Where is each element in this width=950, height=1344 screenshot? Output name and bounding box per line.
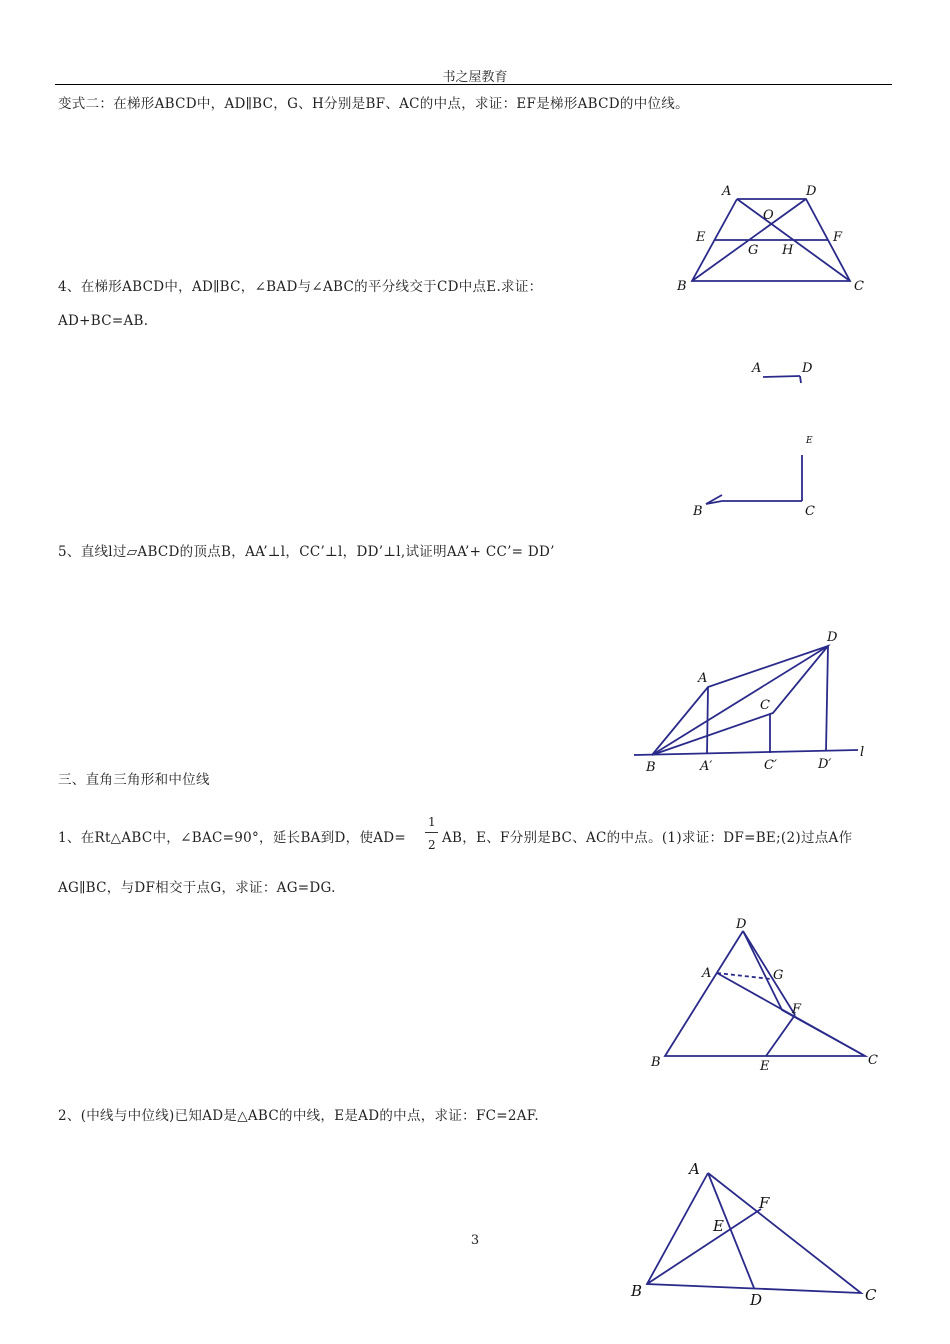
triangle-dbc — [665, 931, 865, 1056]
variant2-text: 变式二：在梯形ABCD中，AD∥BC，G、H分别是BF、AC的中点，求证：EF是梯形ABCD的中位线。 — [58, 96, 689, 112]
label-b: B — [677, 279, 687, 294]
segment-ad — [763, 376, 800, 377]
label-a: A — [752, 361, 762, 376]
section3-heading: 三、直角三角形和中位线 — [58, 772, 210, 788]
label-e: E — [696, 230, 706, 245]
label-d: D — [750, 1291, 763, 1309]
label-a: A — [702, 966, 712, 981]
label-a: A — [722, 184, 732, 199]
label-a-prime: A′ — [700, 759, 713, 774]
q5-text: 5、直线l过▱ABCD的顶点B，AA’⊥l，CC’⊥l，DD’⊥l,试证明AA’+ CC’= DD’ — [58, 544, 555, 560]
trapezoid-figure-1 — [670, 175, 870, 300]
label-d: D — [827, 630, 838, 645]
label-h: H — [782, 243, 794, 258]
s3q2-text: 2、(中线与中位线)已知AD是△ABC的中线，E是AD的中点，求证：FC=2AF. — [58, 1108, 539, 1124]
fraction-denominator: 2 — [428, 838, 436, 852]
trapezoid-figure-2 — [690, 355, 830, 519]
line-l — [634, 750, 858, 755]
label-c: C — [805, 504, 815, 519]
label-d: D — [806, 184, 817, 199]
q4-line1: 4、在梯形ABCD中，AD∥BC，∠BAD与∠ABC的平分线交于CD中点E.求证： — [58, 279, 543, 295]
page-header: 书之屋教育 — [442, 70, 508, 85]
label-o: O — [763, 208, 774, 223]
s3q1-line2: AG∥BC，与DF相交于点G，求证：AG=DG. — [58, 880, 336, 896]
label-b: B — [631, 1282, 643, 1300]
label-c: C — [760, 698, 770, 713]
label-d-prime: D′ — [818, 757, 832, 772]
label-l: l — [860, 745, 865, 760]
perp-dd — [826, 646, 828, 751]
label-c-prime: C′ — [764, 758, 777, 773]
label-g: G — [773, 968, 784, 983]
header-rule — [55, 84, 892, 85]
label-e: E — [760, 1059, 770, 1074]
label-c: C — [854, 279, 864, 294]
label-c: C — [865, 1286, 877, 1304]
s3q1-line1b: AB，E、F分别是BC、AC的中点。(1)求证：DF=BE;(2)过点A作 — [442, 830, 853, 846]
right-triangle-figure — [640, 915, 880, 1075]
perp-aa — [707, 687, 708, 754]
segment-ef — [766, 1015, 795, 1056]
label-b: B — [693, 504, 703, 519]
q4-line2: AD+BC=AB. — [58, 313, 149, 329]
diagonal-bd — [652, 646, 828, 755]
label-e: E — [713, 1217, 724, 1235]
label-a: A — [698, 671, 708, 686]
parallelogram-figure — [630, 625, 870, 775]
s3q1-line1a: 1、在Rt△ABC中，∠BAC=90°，延长BA到D，使AD= — [58, 830, 407, 846]
label-b: B — [646, 760, 656, 775]
fraction-numerator: 1 — [428, 815, 436, 829]
label-f: F — [833, 230, 843, 245]
label-e: E — [806, 436, 813, 446]
label-f: F — [759, 1194, 770, 1212]
segment-d-stub — [800, 376, 801, 383]
label-c: C — [868, 1053, 878, 1068]
label-d: D — [736, 917, 747, 932]
median-triangle-figure — [625, 1155, 885, 1309]
page-number: 3 — [470, 1233, 480, 1248]
segment-ac — [717, 973, 865, 1056]
label-b: B — [651, 1055, 661, 1070]
label-d: D — [802, 361, 813, 376]
label-f: F — [792, 1002, 802, 1017]
label-g: G — [748, 243, 759, 258]
label-a: A — [689, 1160, 700, 1178]
fraction-bar — [425, 832, 438, 833]
